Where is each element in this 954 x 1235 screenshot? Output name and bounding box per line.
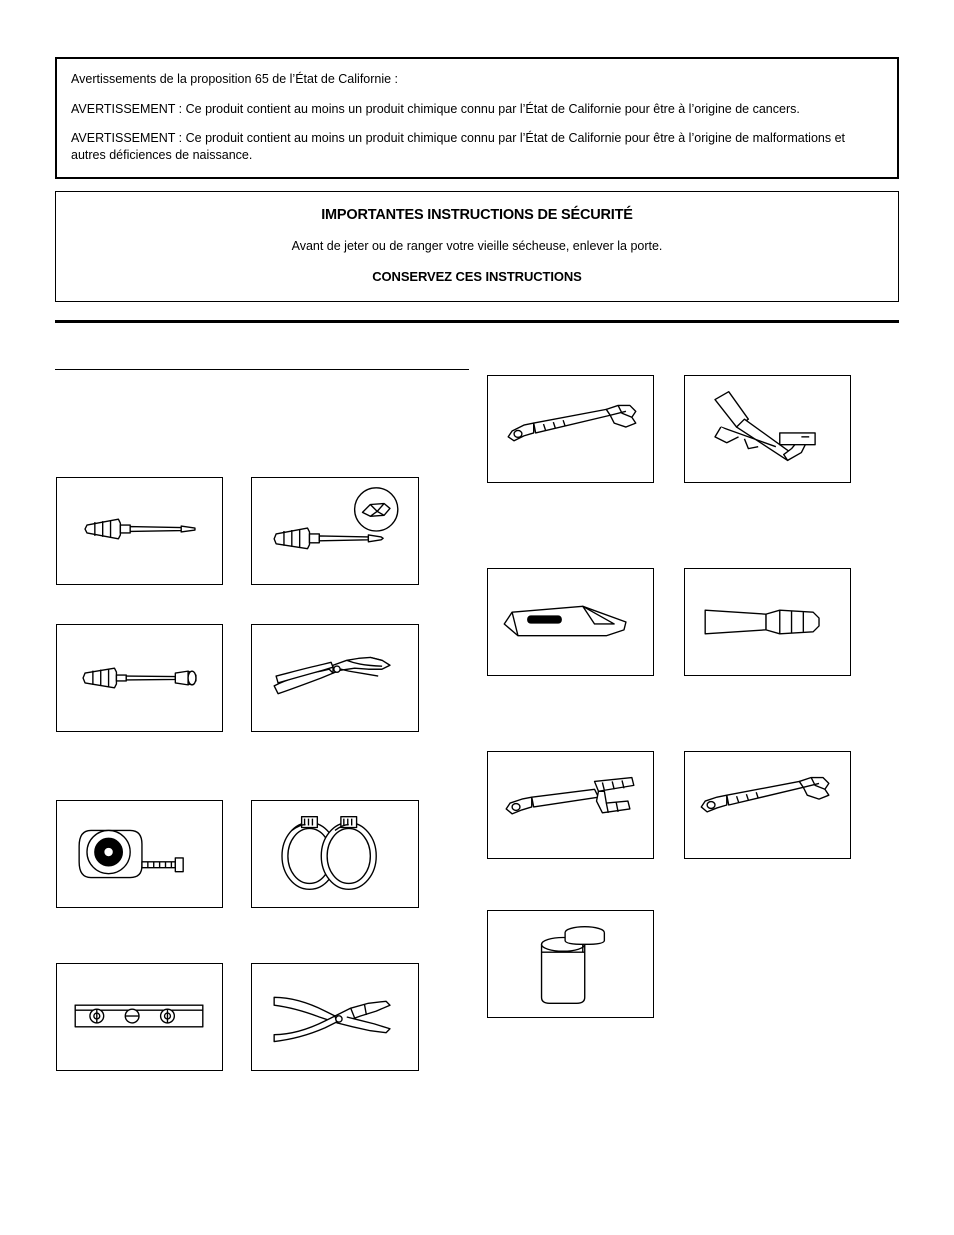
tool-cell-tape-measure [56,800,223,908]
prop65-warning-box [55,57,899,179]
tool-cell-adjustable-wrench [487,375,654,483]
utility-knife-icon [488,569,653,675]
section-divider-thick [55,320,899,323]
section-divider-thin [55,369,469,370]
tool-cell-pliers [251,963,419,1071]
tool-cell-sealant-jar [487,910,654,1018]
adjustable-wrench-icon [488,376,653,482]
adjustable-wrench-icon [685,752,850,858]
tool-cell-tin-snips [251,624,419,732]
safety-text: Avant de jeter ou de ranger votre vieille sécheuse, enlever la porte. [291,239,663,253]
safety-footer: CONSERVEZ CES INSTRUCTIONS [372,269,582,284]
tape-measure-icon [57,801,222,907]
prop65-warning-cancer: AVERTISSEMENT : Ce produit contient au moins un produit chimique connu par l’État de Californie pour être à l’origine de cancers. [71,101,800,116]
phillips-screwdriver-icon [252,478,418,584]
pliers-icon [252,964,418,1070]
safety-title: IMPORTANTES INSTRUCTIONS DE SÉCURITÉ [321,207,633,223]
tool-cell-vent-clamps [251,800,419,908]
tool-cell-pipe-wrench [487,751,654,859]
caulking-gun-icon [685,376,850,482]
tool-cell-putty-knife [684,568,851,676]
tool-cell-adjustable-wrench-2 [684,751,851,859]
pipe-wrench-icon [488,752,653,858]
tool-cell-phillips-screwdriver [251,477,419,585]
tool-cell-utility-knife [487,568,654,676]
putty-knife-icon [685,569,850,675]
tool-cell-flat-screwdriver [56,477,223,585]
sealant-jar-icon [488,911,653,1017]
flat-screwdriver-icon [57,478,222,584]
tool-cell-caulking-gun [684,375,851,483]
tool-cell-spirit-level [56,963,223,1071]
safety-instructions-box [55,191,899,302]
spirit-level-icon [57,964,222,1070]
vent-clamps-icon [252,801,418,907]
prop65-heading: Avertissements de la proposition 65 de l’État de Californie : [71,72,399,86]
prop65-warning-birth-defects: AVERTISSEMENT : Ce produit contient au moins un produit chimique connu par l’État de Californie pour être à l’origine de malformations et autres déficiences de naissance. [71,131,846,162]
tin-snips-icon [252,625,418,731]
tool-cell-nut-driver [56,624,223,732]
nut-driver-icon [57,625,222,731]
